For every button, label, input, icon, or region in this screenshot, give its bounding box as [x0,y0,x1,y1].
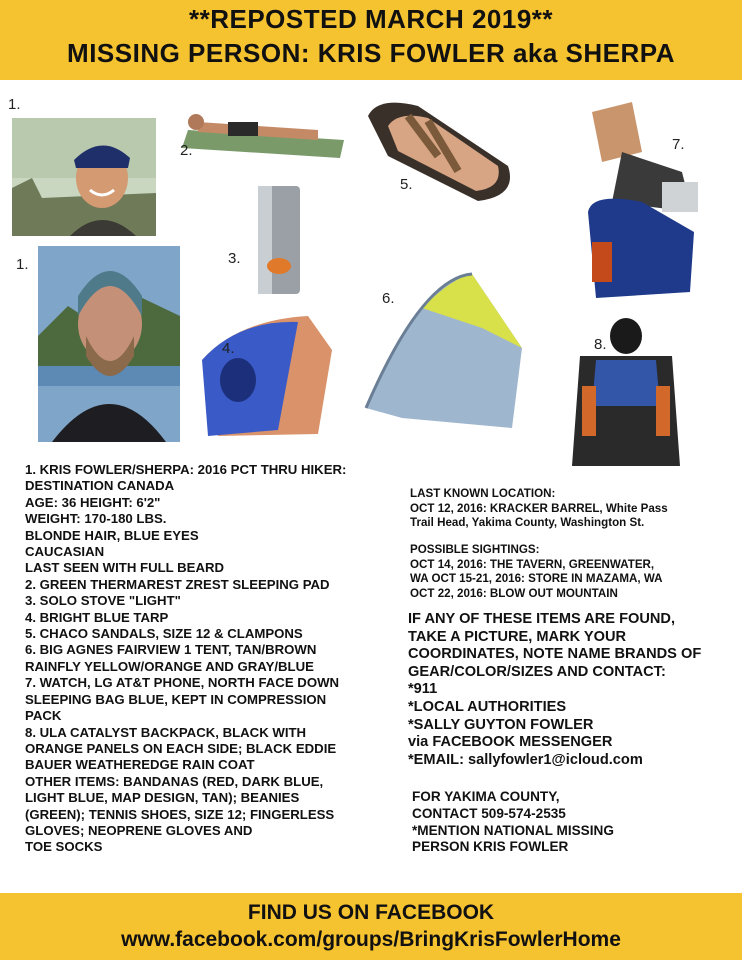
description-line: SLEEPING BAG BLUE, KEPT IN COMPRESSION [25,691,327,707]
description-line: DESTINATION CANADA [25,478,175,494]
photo-label-4: 4. [222,340,235,357]
photo-label-3: 3. [228,250,241,267]
description-line: (GREEN); TENNIS SHOES, SIZE 12; FINGERLESS [25,806,335,822]
photo-label-5: 5. [400,176,413,193]
yakima-line: PERSON KRIS FOWLER [412,839,569,855]
yakima-line: *MENTION NATIONAL MISSING [412,822,614,838]
photo-label-1a: 1. [8,96,21,113]
photo-solo-stove [248,182,308,300]
photo-label-1b: 1. [16,256,29,273]
contact-sally-fowler: *SALLY GUYTON FOWLER [408,716,594,733]
sightings-heading: POSSIBLE SIGHTINGS: [410,543,540,556]
photo-label-2: 2. [180,142,193,159]
description-line: RAINFLY YELLOW/ORANGE AND GRAY/BLUE [25,658,314,674]
repost-notice: **REPOSTED MARCH 2019** [188,4,554,34]
photo-chaco-sandals [358,96,518,206]
description-line: BLONDE HAIR, BLUE EYES [25,527,199,543]
photo-label-6: 6. [382,290,395,307]
photo-label-8: 8. [594,336,607,353]
description-line: BAUER WEATHEREDGE RAIN COAT [25,757,255,773]
location-heading: LAST KNOWN LOCATION: [410,487,556,500]
description-line: 5. CHACO SANDALS, SIZE 12 & CLAMPONS [25,626,303,642]
sighting-line: WA OCT 15-21, 2016: STORE IN MAZAMA, WA [410,572,663,586]
poster-title: MISSING PERSON: KRIS FOWLER aka SHERPA [67,38,675,68]
facebook-group-link[interactable]: www.facebook.com/groups/BringKrisFowlerHome [121,928,621,951]
description-line: 2. GREEN THERMAREST ZREST SLEEPING PAD [25,576,330,592]
description-line: 6. BIG AGNES FAIRVIEW 1 TENT, TAN/BROWN [25,642,317,658]
description-line: GLOVES; NEOPRENE GLOVES AND [25,822,253,838]
description-line: 1. KRIS FOWLER/SHERPA: 2016 PCT THRU HIKER: [25,462,347,477]
description-line: AGE: 36 HEIGHT: 6'2" [25,494,161,510]
instruction-line: TAKE A PICTURE, MARK YOUR [408,628,627,645]
facebook-heading: FIND US ON FACEBOOK [247,901,495,924]
contact-local-authorities: *LOCAL AUTHORITIES [408,698,567,715]
yakima-line: FOR YAKIMA COUNTY, [412,789,560,804]
photo-sleeping-pad [168,92,348,162]
description-line: CAUCASIAN [25,544,105,560]
description-line: ORANGE PANELS ON EACH SIDE; BLACK EDDIE [25,740,337,756]
location-line: OCT 12, 2016: KRACKER BARREL, White Pass [410,501,668,515]
instruction-line: IF ANY OF THESE ITEMS ARE FOUND, [408,611,676,627]
contact-instructions [408,611,738,769]
location-line: Trail Head, Yakima County, Washington St. [410,516,645,530]
sighting-line: OCT 14, 2016: THE TAVERN, GREENWATER, [410,557,655,571]
photo-label-7: 7. [672,136,685,153]
description-line: 4. BRIGHT BLUE TARP [25,609,169,625]
contact-911: *911 [408,681,438,698]
description-line: 8. ULA CATALYST BACKPACK, BLACK WITH [25,724,307,740]
description-line: OTHER ITEMS: BANDANAS (RED, DARK BLUE, [25,773,324,789]
photo-ula-backpack [562,316,690,474]
yakima-contact [412,789,732,856]
description-line: TOE SOCKS [25,839,103,855]
description-line: LIGHT BLUE, MAP DESIGN, TAN); BEANIES [25,790,300,806]
sighting-line: OCT 22, 2016: BLOW OUT MOUNTAIN [410,586,618,600]
instruction-line: GEAR/COLOR/SIZES AND CONTACT: [408,663,666,680]
contact-messenger: via FACEBOOK MESSENGER [408,734,613,751]
last-known-location [410,487,730,531]
instruction-line: COORDINATES, NOTE NAME BRANDS OF [408,646,702,663]
footer-banner [0,893,742,960]
possible-sightings [410,543,730,601]
photo-kris-beanie [38,246,180,442]
yakima-phone: CONTACT 509-574-2535 [412,805,566,821]
description-list [25,462,405,856]
header-banner [0,0,742,80]
photo-kris-bandana [12,118,156,236]
photo-watch-phone-sleeping-bag [582,92,700,306]
description-line: LAST SEEN WITH FULL BEARD [25,560,225,576]
photo-blue-tarp [198,310,336,440]
description-line: 3. SOLO STOVE "LIGHT" [25,593,181,609]
description-line: PACK [25,708,62,724]
contact-email: *EMAIL: sallyfowler1@icloud.com [408,751,643,768]
description-line: WEIGHT: 170-180 LBS. [25,511,167,527]
description-line: 7. WATCH, LG AT&T PHONE, NORTH FACE DOWN [25,675,340,691]
